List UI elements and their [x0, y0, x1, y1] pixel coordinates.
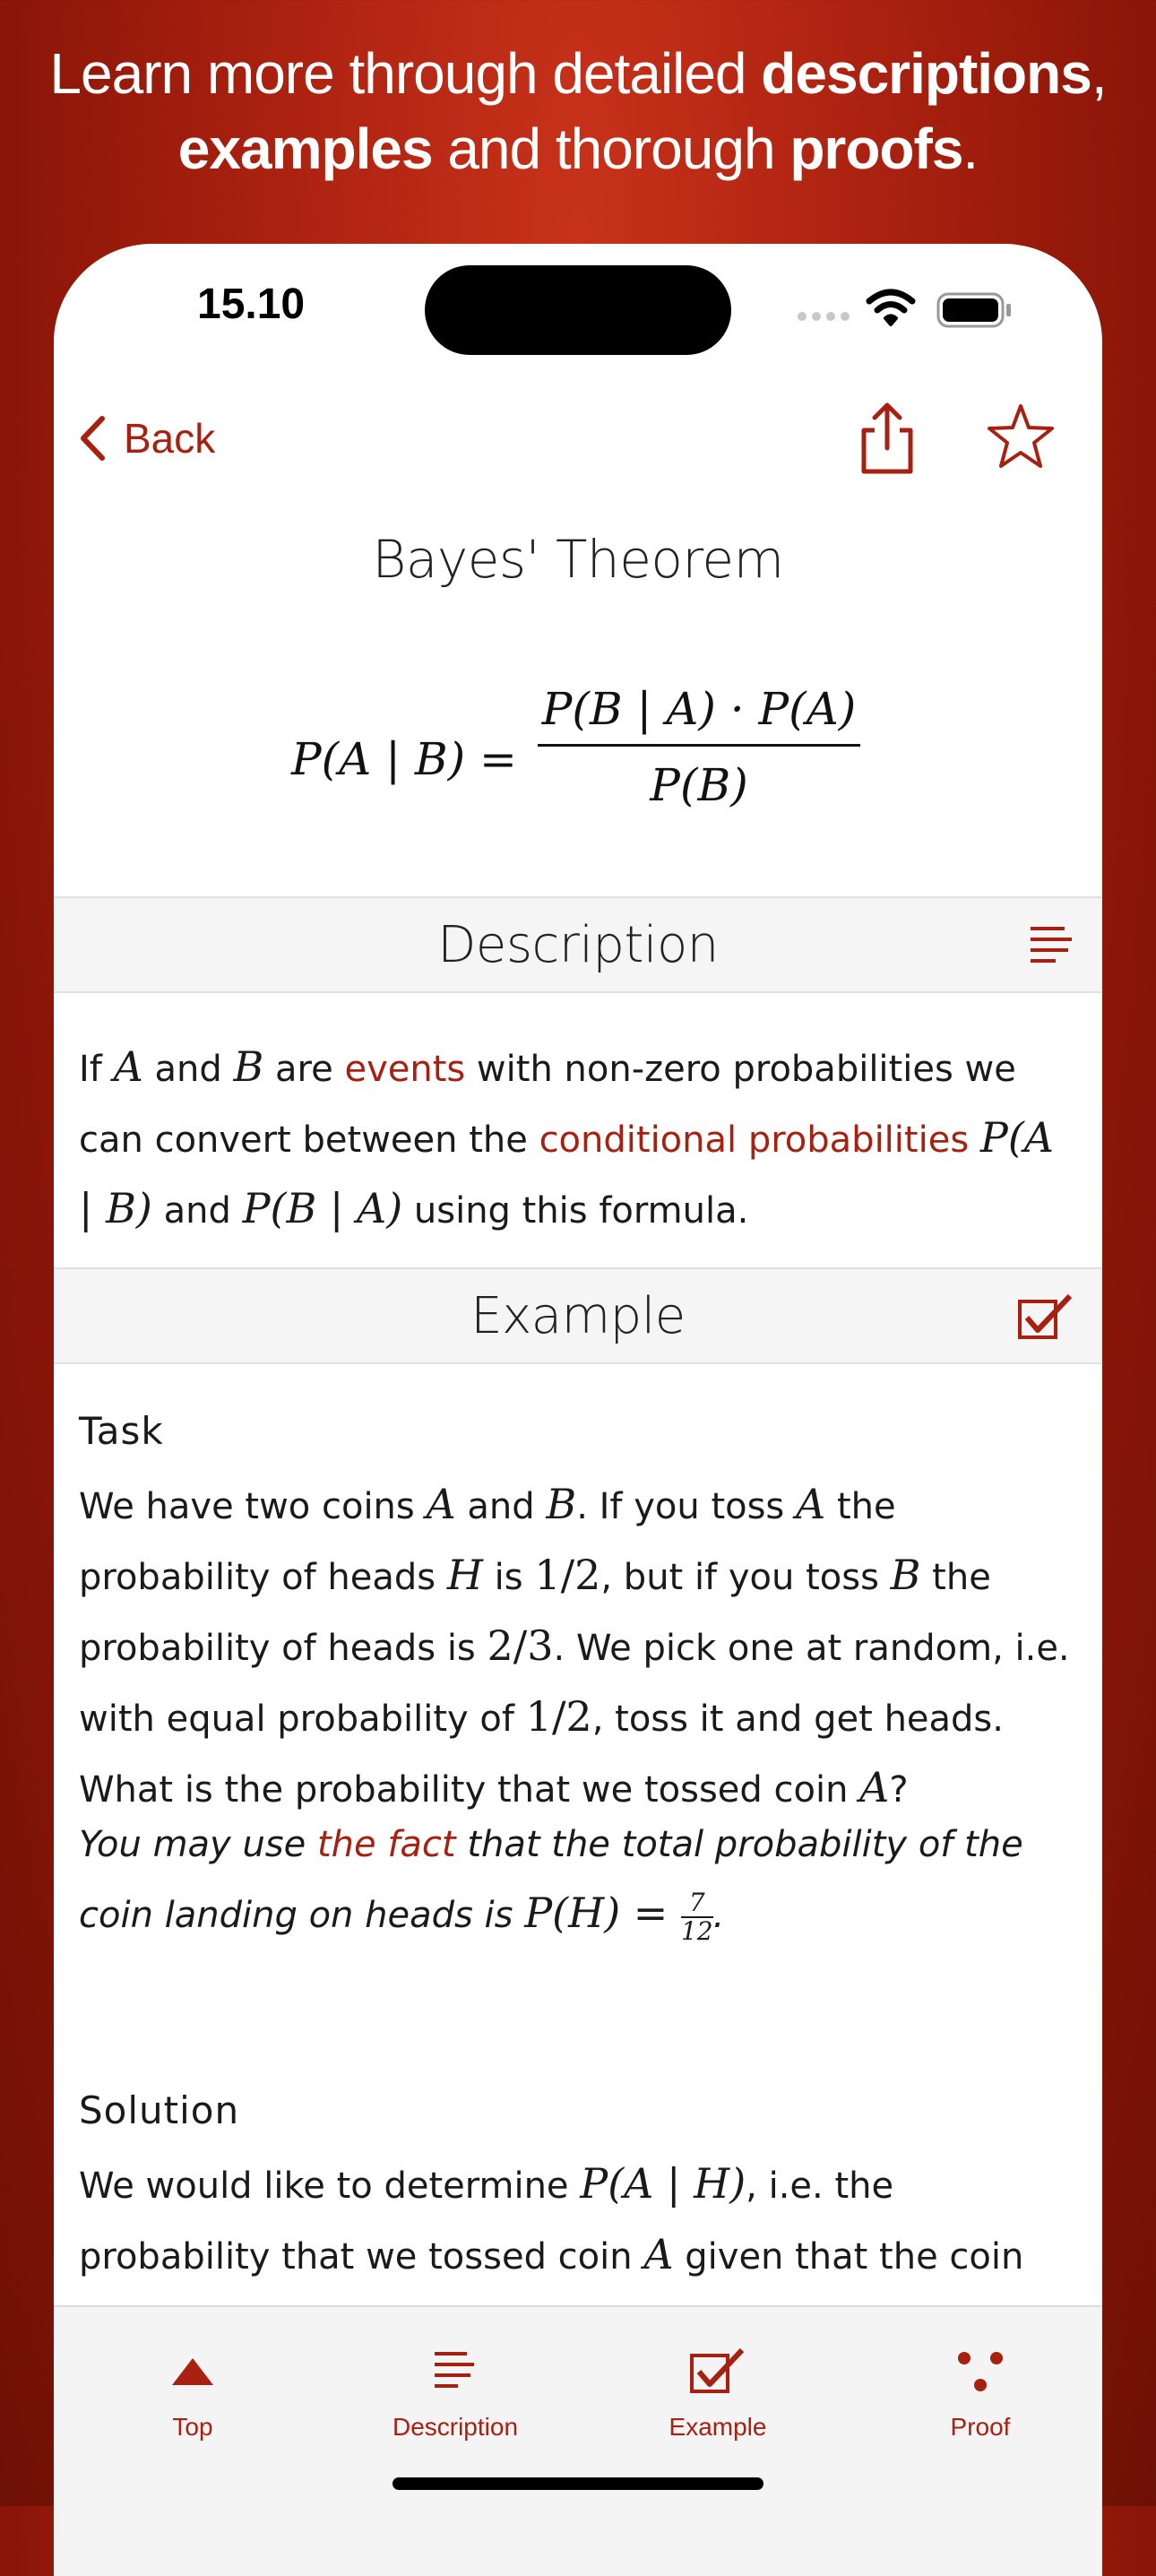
phone-screen: [54, 244, 1102, 2574]
formula-denominator: P(B): [650, 759, 748, 811]
events-link[interactable]: events: [344, 1049, 466, 1090]
description-heading: Description: [437, 916, 719, 974]
battery-icon: [936, 290, 1014, 330]
example-check-icon: [1016, 1292, 1075, 1344]
tab-example[interactable]: Example: [606, 2343, 830, 2442]
chevron-left-icon: [79, 415, 106, 462]
marketing-headline: [0, 36, 1156, 186]
marketing-line-2: examples and thorough proofs.: [177, 117, 979, 181]
seven-twelfths: $\frac{7}{12}$: [680, 1888, 713, 1946]
wifi-icon: [866, 289, 916, 328]
navigation-bar: [54, 378, 1102, 513]
marketing-line-1: Learn more through detailed descriptions,: [49, 41, 1107, 106]
tab-description[interactable]: Description: [343, 2343, 567, 2442]
status-bar: [54, 244, 1102, 369]
description-text: If A and B are events with non-zero probabilities we can convert between the conditional probabilities P(A | B) and P(B | A) using this formula.: [79, 1042, 1054, 1232]
tab-bar: [54, 2305, 1102, 2576]
example-check-icon: [688, 2347, 747, 2397]
tab-proof[interactable]: Proof: [868, 2343, 1092, 2442]
page-title: Bayes' Theorem: [372, 529, 784, 590]
formula-lhs: P(A | B) =: [291, 733, 517, 785]
formula-fraction: [538, 683, 860, 811]
hint-text: You may use the fact that the total probability of the coin landing on heads is P(H) = $\frac{7}{12}$ .: [79, 1824, 1023, 1946]
share-icon[interactable]: [853, 400, 921, 477]
solution-label: Solution: [79, 2088, 240, 2132]
star-icon[interactable]: [986, 402, 1056, 471]
solution-text: We would like to determine P(A | H), i.e. the probability that we tossed coin A given that the coin: [79, 2159, 1024, 2278]
home-indicator: [393, 2477, 763, 2490]
example-section-header[interactable]: [54, 1267, 1102, 1364]
description-lines-icon: [1027, 921, 1075, 970]
the-fact-link[interactable]: the fact: [316, 1824, 456, 1865]
triangle-up-icon: [170, 2356, 215, 2387]
status-time: 15.10: [197, 281, 306, 328]
task-text: We have two coins A and B. If you toss A the probability of heads H is 1/2, but if you toss B the probability of heads is 2/3. We pick one at random, i.e. with equal probability of 1/2, toss it and get heads. What is the probability that we tossed coin A?: [79, 1480, 1070, 1811]
description-lines-icon: [433, 2348, 478, 2395]
task-label: Task: [79, 1409, 164, 1453]
description-section-header[interactable]: [54, 896, 1102, 993]
dynamic-island: [425, 265, 731, 355]
therefore-dots-icon: [955, 2349, 1005, 2394]
fraction-bar: [538, 744, 860, 747]
tab-top[interactable]: Top: [81, 2343, 305, 2442]
formula-numerator: P(B | A) · P(A): [541, 683, 857, 735]
bayes-formula: [291, 683, 919, 811]
example-heading: Example: [470, 1287, 686, 1345]
conditional-probabilities-link[interactable]: conditional probabilities: [539, 1119, 970, 1161]
back-label: Back: [124, 415, 216, 462]
signal-icon: [798, 312, 850, 321]
back-button[interactable]: [79, 414, 215, 462]
